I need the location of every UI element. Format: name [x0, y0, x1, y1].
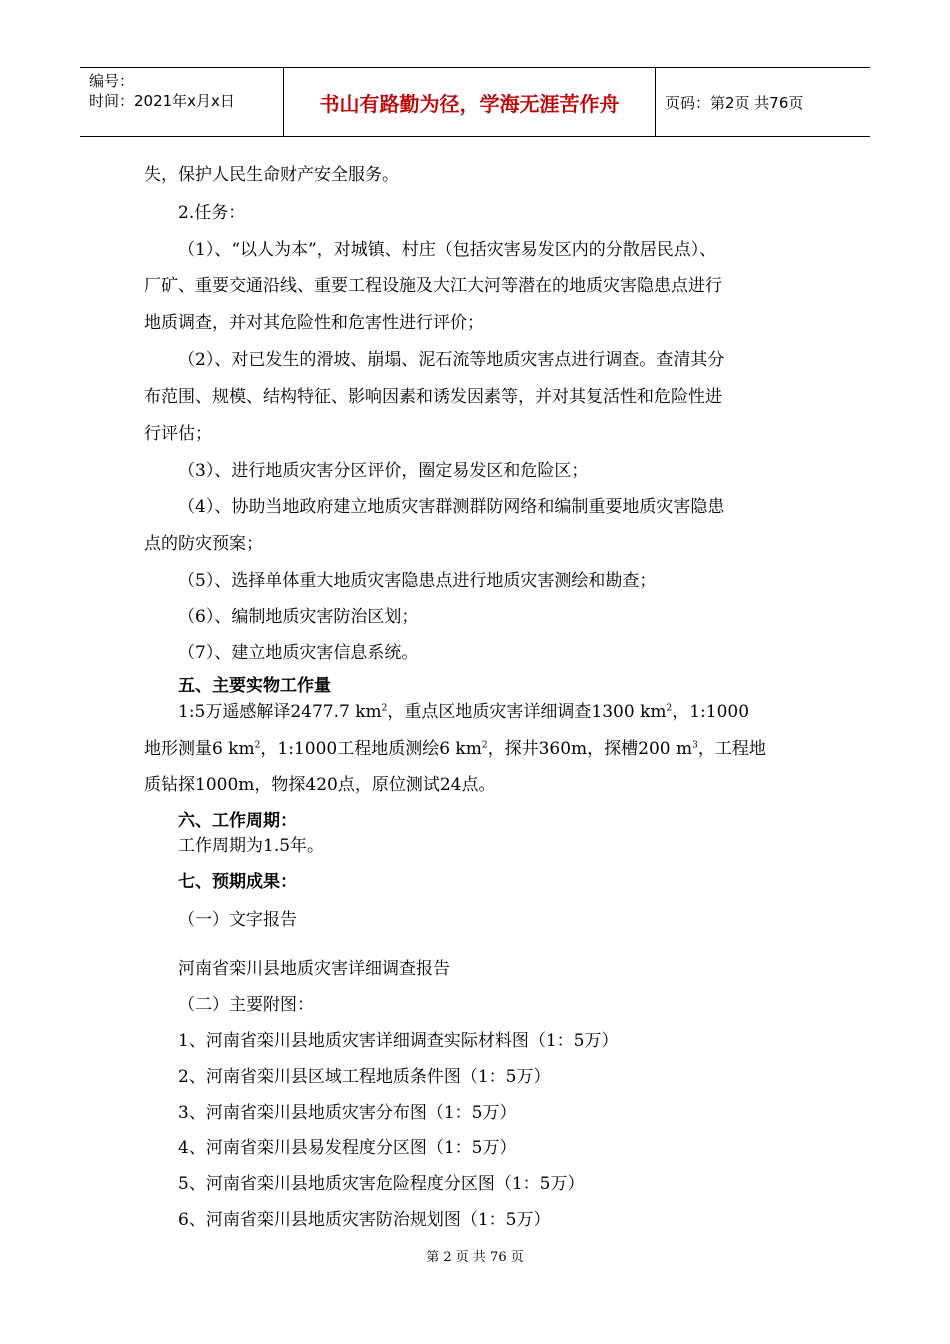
document-number-label: 编号：: [89, 72, 135, 90]
map-list-item: 3、河南省栾川县地质灾害分布图（1：5万）: [178, 1103, 517, 1123]
section-heading: 七、预期成果：: [178, 872, 297, 892]
superscript: 2: [254, 740, 261, 751]
superscript: 2: [666, 703, 673, 714]
paragraph-line: 厂矿、重要交通沿线、重要工程设施及大江大河等潜在的地质灾害隐患点进行: [144, 276, 722, 296]
section-heading: 六、工作周期：: [178, 811, 297, 831]
header-motto: 书山有路勤为径，学海无涯苦作舟: [284, 68, 656, 136]
page-footer: 第 2 页 共 76 页: [426, 1250, 524, 1265]
header-meta: [80, 68, 284, 136]
paragraph-line: 工作周期为1.5年。: [178, 836, 325, 856]
workload-line: 质钻探1000m，物探420点，原位测试24点。: [144, 775, 496, 795]
map-list-item: 6、河南省栾川县地质灾害防治规划图（1：5万）: [178, 1210, 551, 1230]
paragraph-line: （6）、编制地质灾害防治区划；: [178, 607, 419, 627]
paragraph-line: 布范围、规模、结构特征、影响因素和诱发因素等，并对其复活性和危险性进: [144, 387, 722, 407]
paragraph-line: （7）、建立地质灾害信息系统。: [178, 643, 419, 663]
map-list-item: 5、河南省栾川县地质灾害危险程度分区图（1：5万）: [178, 1174, 585, 1194]
task-heading: 2.任务：: [178, 203, 246, 223]
workload-text: ，1:1000工程地质测绘6 km: [260, 739, 482, 759]
subsection-heading: （一）文字报告: [178, 910, 297, 930]
paragraph-line: 点的防灾预案；: [144, 534, 263, 554]
subsection-heading: （二）主要附图：: [178, 995, 314, 1015]
workload-line: [144, 734, 766, 759]
workload-line: [178, 697, 749, 722]
paragraph-line: （1）、“以人为本”，对城镇、村庄（包括灾害易发区内的分散居民点）、: [178, 240, 717, 260]
workload-text: 1:5万遥感解译2477.7 km: [178, 702, 382, 722]
document-time: 时间：2021年x月x日: [89, 92, 235, 110]
workload-text: 地形测量6 km: [144, 739, 255, 759]
map-list-item: 4、河南省栾川县易发程度分区图（1：5万）: [178, 1138, 517, 1158]
paragraph-line: （3）、进行地质灾害分区评价，圈定易发区和危险区；: [178, 461, 589, 481]
workload-text: ，1:1000: [672, 702, 750, 722]
paragraph-line: （5）、选择单体重大地质灾害隐患点进行地质灾害测绘和勘查；: [178, 571, 657, 591]
report-title: 河南省栾川县地质灾害详细调查报告: [178, 959, 450, 979]
workload-text: ，重点区地质灾害详细调查1300 km: [387, 702, 667, 722]
header-page-number: 页码：第2页 共76页: [665, 93, 804, 112]
superscript: 2: [381, 703, 388, 714]
workload-text: ，探井360m，探槽200 m: [487, 739, 693, 759]
section-heading: 五、主要实物工作量: [178, 676, 331, 696]
paragraph-line: （4）、协助当地政府建立地质灾害群测群防网络和编制重要地质灾害隐患: [178, 497, 725, 517]
paragraph-line: 地质调查，并对其危险性和危害性进行评价；: [144, 313, 484, 333]
superscript: 3: [692, 740, 698, 751]
map-list-item: 2、河南省栾川县区域工程地质条件图（1：5万）: [178, 1067, 551, 1087]
page-header: [80, 67, 870, 137]
superscript: 2: [481, 740, 488, 751]
workload-text: ，工程地: [697, 739, 766, 759]
paragraph-line: 失，保护人民生命财产安全服务。: [144, 165, 399, 185]
map-list-item: 1、河南省栾川县地质灾害详细调查实际材料图（1：5万）: [178, 1031, 619, 1051]
paragraph-line: （2）、对已发生的滑坡、崩塌、泥石流等地质灾害点进行调查。查清其分: [178, 350, 725, 370]
paragraph-line: 行评估；: [144, 424, 212, 444]
